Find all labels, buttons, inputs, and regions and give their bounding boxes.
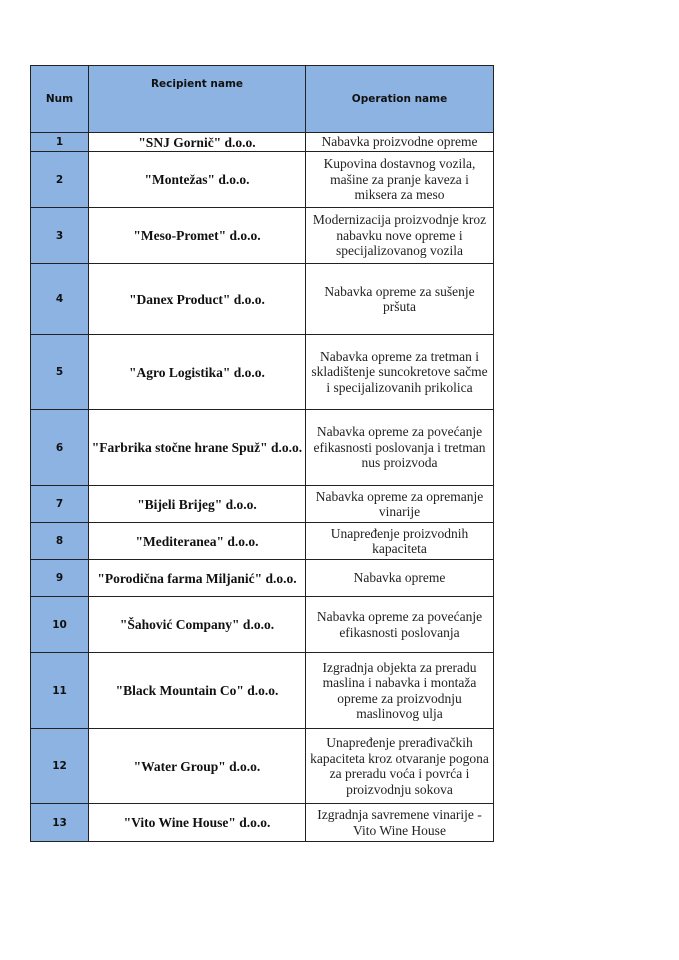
operation-name: Izgradnja objekta za preradu maslina i nabavka i montaža opreme za proizvodnju maslinovog ulja [306,653,494,729]
row-num: 1 [31,133,89,152]
row-num: 13 [31,804,89,842]
recipient-name: "Porodična farma Miljanić" d.o.o. [89,560,306,597]
table-row [31,486,494,523]
recipient-name: "Water Group" d.o.o. [89,729,306,804]
row-num: 10 [31,597,89,653]
row-num: 9 [31,560,89,597]
row-num: 4 [31,264,89,335]
table-row [31,560,494,597]
recipient-name: "SNJ Gornič" d.o.o. [89,133,306,152]
table-row [31,653,494,729]
header-row [31,66,494,133]
table-row [31,264,494,335]
row-num: 8 [31,523,89,560]
row-num: 7 [31,486,89,523]
row-num: 5 [31,335,89,410]
recipient-name: "Vito Wine House" d.o.o. [89,804,306,842]
recipient-name: "Mediteranea" d.o.o. [89,523,306,560]
operation-name: Izgradnja savremene vinarije - Vito Wine House [306,804,494,842]
table-row [31,152,494,208]
operation-name: Unapređenje proizvodnih kapaciteta [306,523,494,560]
table-row [31,523,494,560]
operation-name: Nabavka opreme za povećanje efikasnosti poslovanja [306,597,494,653]
recipient-name: "Šahović Company" d.o.o. [89,597,306,653]
operation-name: Nabavka opreme za opremanje vinarije [306,486,494,523]
operation-name: Kupovina dostavnog vozila, mašine za pranje kaveza i miksera za meso [306,152,494,208]
operation-name: Unapređenje prerađivačkih kapaciteta kroz otvaranje pogona za preradu voća i povrća i proizvodnju sokova [306,729,494,804]
table-row [31,335,494,410]
operation-name: Nabavka opreme za povećanje efikasnosti poslovanja i tretman nus proizvoda [306,410,494,486]
recipients-table [30,65,494,842]
table-row [31,804,494,842]
row-num: 3 [31,208,89,264]
recipient-name: "Danex Product" d.o.o. [89,264,306,335]
row-num: 11 [31,653,89,729]
row-num: 2 [31,152,89,208]
table-row [31,133,494,152]
table-row [31,208,494,264]
recipient-name: "Montežas" d.o.o. [89,152,306,208]
recipient-name: "Meso-Promet" d.o.o. [89,208,306,264]
operation-name: Nabavka opreme za sušenje pršuta [306,264,494,335]
operation-name: Nabavka opreme za tretman i skladištenje suncokretove sačme i specijalizovanih prikolica [306,335,494,410]
operation-name: Modernizacija proizvodnje kroz nabavku nove opreme i specijalizovanog vozila [306,208,494,264]
operation-name: Nabavka opreme [306,560,494,597]
table-row [31,410,494,486]
row-num: 6 [31,410,89,486]
operation-name: Nabavka proizvodne opreme [306,133,494,152]
recipient-name: "Agro Logistika" d.o.o. [89,335,306,410]
recipient-name: "Bijeli Brijeg" d.o.o. [89,486,306,523]
table-row [31,597,494,653]
header-num: Num [31,66,89,133]
recipient-name: "Farbrika stočne hrane Spuž" d.o.o. [89,410,306,486]
table-row [31,729,494,804]
recipient-name: "Black Mountain Co" d.o.o. [89,653,306,729]
header-operation: Operation name [306,66,494,133]
header-recipient: Recipient name [89,66,306,133]
row-num: 12 [31,729,89,804]
